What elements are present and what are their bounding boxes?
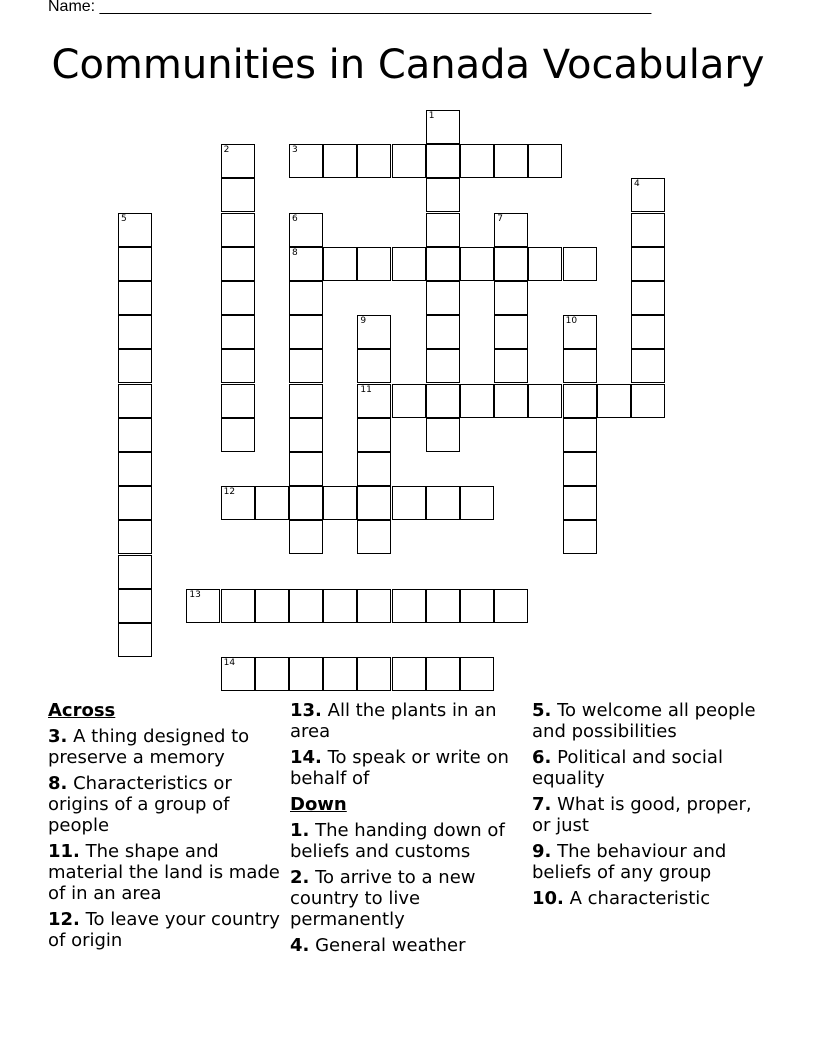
clue-number: 10. — [532, 888, 564, 909]
grid-cell[interactable] — [392, 657, 426, 691]
clue-number-label: 10 — [565, 316, 578, 327]
grid-cell[interactable] — [563, 418, 597, 452]
clue-across-8 — [48, 773, 288, 836]
grid-cell[interactable] — [221, 384, 255, 418]
grid-cell[interactable] — [289, 281, 323, 315]
grid-cell[interactable] — [357, 349, 391, 383]
clue-number: 8. — [48, 773, 68, 794]
grid-cell[interactable] — [426, 349, 460, 383]
grid-cell[interactable] — [563, 486, 597, 520]
grid-cell[interactable] — [460, 247, 494, 281]
grid-cell[interactable] — [221, 213, 255, 247]
grid-cell[interactable] — [221, 418, 255, 452]
clue-number-label: 14 — [223, 658, 236, 669]
clues-column-2 — [290, 700, 520, 961]
grid-cell[interactable] — [255, 589, 289, 623]
clue-text: Political and social equality — [532, 747, 723, 789]
grid-cell[interactable] — [563, 520, 597, 554]
grid-cell[interactable] — [118, 623, 152, 657]
grid-cell[interactable] — [118, 589, 152, 623]
clues-column-3 — [532, 700, 772, 914]
clue-number-label: 11 — [360, 384, 372, 395]
clue-down-2 — [290, 867, 520, 930]
grid-cell[interactable] — [494, 144, 528, 178]
grid-cell[interactable] — [426, 486, 460, 520]
grid-cell[interactable] — [460, 486, 494, 520]
grid-cell[interactable] — [118, 281, 152, 315]
grid-cell[interactable] — [323, 589, 357, 623]
grid-cell[interactable] — [392, 486, 426, 520]
grid-cell[interactable] — [631, 281, 665, 315]
clue-number: 13. — [290, 700, 322, 721]
clue-number-label: 12 — [223, 487, 236, 498]
grid-cell[interactable] — [426, 178, 460, 212]
clue-number-label: 7 — [497, 213, 503, 224]
grid-cell[interactable] — [186, 589, 220, 623]
grid-cell[interactable] — [289, 384, 323, 418]
grid-cell[interactable] — [460, 657, 494, 691]
grid-cell[interactable] — [426, 315, 460, 349]
grid-cell[interactable] — [357, 418, 391, 452]
grid-cell[interactable] — [631, 384, 665, 418]
grid-cell[interactable] — [357, 520, 391, 554]
grid-cell[interactable] — [426, 384, 460, 418]
grid-cell[interactable] — [392, 144, 426, 178]
clue-across-14 — [290, 747, 520, 789]
grid-cell[interactable] — [528, 247, 562, 281]
clue-number: 9. — [532, 841, 552, 862]
clue-number-label: 2 — [223, 145, 230, 156]
grid-cell[interactable] — [357, 247, 391, 281]
grid-cell[interactable] — [631, 247, 665, 281]
grid-cell[interactable] — [494, 213, 528, 247]
clue-number: 5. — [532, 700, 552, 721]
grid-cell[interactable] — [221, 657, 255, 691]
grid-cell[interactable] — [563, 315, 597, 349]
grid-cell[interactable] — [563, 247, 597, 281]
clue-number: 1. — [290, 820, 310, 841]
grid-cell[interactable] — [357, 486, 391, 520]
grid-cell[interactable] — [323, 247, 357, 281]
grid-cell[interactable] — [221, 178, 255, 212]
clue-text: A thing designed to preserve a memory — [48, 726, 250, 768]
grid-cell[interactable] — [528, 144, 562, 178]
grid-cell[interactable] — [357, 315, 391, 349]
grid-cell[interactable] — [357, 589, 391, 623]
grid-cell[interactable] — [289, 486, 323, 520]
clue-down-1 — [290, 820, 520, 862]
clue-across-11 — [48, 841, 288, 904]
grid-cell[interactable] — [357, 452, 391, 486]
grid-cell[interactable] — [357, 144, 391, 178]
grid-cell[interactable] — [221, 486, 255, 520]
name-field-line[interactable]: Name: ______________________________________________________________ — [48, 0, 652, 15]
clue-text: All the plants in an area — [290, 700, 497, 742]
page-title: Communities in Canada Vocabulary — [51, 42, 765, 88]
clue-text: To arrive to a new country to live permanently — [290, 867, 476, 930]
grid-cell[interactable] — [221, 589, 255, 623]
grid-cell[interactable] — [528, 384, 562, 418]
clue-number-label: 5 — [121, 213, 127, 224]
grid-cell[interactable] — [323, 144, 357, 178]
clue-number: 2. — [290, 867, 310, 888]
clue-down-7 — [532, 794, 772, 836]
grid-cell[interactable] — [255, 486, 289, 520]
clue-number: 12. — [48, 909, 80, 930]
grid-cell[interactable] — [563, 452, 597, 486]
grid-cell[interactable] — [323, 657, 357, 691]
clue-down-10 — [532, 888, 772, 909]
clue-across-12 — [48, 909, 288, 951]
grid-cell[interactable] — [357, 657, 391, 691]
down-heading: Down — [290, 794, 347, 815]
grid-cell[interactable] — [631, 315, 665, 349]
grid-cell[interactable] — [118, 213, 152, 247]
clue-down-5 — [532, 700, 772, 742]
grid-cell[interactable] — [289, 418, 323, 452]
grid-cell[interactable] — [426, 144, 460, 178]
grid-cell[interactable] — [392, 589, 426, 623]
clue-number-label: 9 — [360, 316, 367, 327]
clue-down-6 — [532, 747, 772, 789]
clue-text: To welcome all people and possibilities — [532, 700, 756, 742]
grid-cell[interactable] — [289, 452, 323, 486]
grid-cell[interactable] — [323, 486, 357, 520]
grid-cell[interactable] — [118, 520, 152, 554]
grid-cell[interactable] — [426, 657, 460, 691]
grid-cell[interactable] — [221, 315, 255, 349]
clue-text: What is good, proper, or just — [532, 794, 752, 836]
grid-cell[interactable] — [289, 349, 323, 383]
grid-cell[interactable] — [631, 349, 665, 383]
clue-number-label: 3 — [292, 145, 298, 156]
grid-cell[interactable] — [563, 349, 597, 383]
clue-number: 3. — [48, 726, 68, 747]
clue-text: The behaviour and beliefs of any group — [532, 841, 727, 883]
clue-number-label: 13 — [189, 589, 201, 600]
grid-cell[interactable] — [392, 384, 426, 418]
grid-cell[interactable] — [631, 213, 665, 247]
grid-cell[interactable] — [118, 384, 152, 418]
grid-cell[interactable] — [289, 520, 323, 554]
clue-down-9 — [532, 841, 772, 883]
clue-number: 14. — [290, 747, 322, 768]
grid-cell[interactable] — [426, 110, 460, 144]
grid-cell[interactable] — [118, 418, 152, 452]
grid-cell[interactable] — [494, 589, 528, 623]
grid-cell[interactable] — [494, 349, 528, 383]
clue-text: General weather — [315, 935, 466, 956]
grid-cell[interactable] — [255, 657, 289, 691]
grid-cell[interactable] — [289, 315, 323, 349]
grid-cell[interactable] — [494, 315, 528, 349]
clue-text: To speak or write on behalf of — [290, 747, 509, 789]
grid-cell[interactable] — [494, 247, 528, 281]
grid-cell[interactable] — [426, 418, 460, 452]
grid-cell[interactable] — [118, 247, 152, 281]
grid-cell[interactable] — [426, 281, 460, 315]
grid-cell[interactable] — [357, 384, 391, 418]
grid-cell[interactable] — [118, 555, 152, 589]
grid-cell[interactable] — [289, 657, 323, 691]
grid-cell[interactable] — [289, 213, 323, 247]
grid-cell[interactable] — [221, 281, 255, 315]
grid-cell[interactable] — [597, 384, 631, 418]
clue-number-label: 4 — [634, 179, 640, 190]
grid-cell[interactable] — [118, 315, 152, 349]
clue-text: A characteristic — [569, 888, 711, 909]
grid-cell[interactable] — [460, 144, 494, 178]
grid-cell[interactable] — [494, 384, 528, 418]
grid-cell[interactable] — [118, 452, 152, 486]
grid-cell[interactable] — [563, 384, 597, 418]
clue-across-3 — [48, 726, 288, 768]
clue-number-label: 6 — [292, 213, 298, 224]
grid-cell[interactable] — [392, 247, 426, 281]
grid-cell[interactable] — [289, 589, 323, 623]
grid-cell[interactable] — [460, 384, 494, 418]
clue-number: 11. — [48, 841, 80, 862]
grid-cell[interactable] — [494, 281, 528, 315]
across-heading: Across — [48, 700, 116, 721]
grid-cell[interactable] — [221, 247, 255, 281]
clue-number-label: 8 — [292, 247, 298, 258]
clue-text: The shape and material the land is made of in an area — [48, 841, 280, 904]
clue-number: 4. — [290, 935, 310, 956]
grid-cell[interactable] — [631, 178, 665, 212]
grid-cell[interactable] — [118, 486, 152, 520]
clue-number-label: 1 — [428, 111, 435, 121]
clue-number: 7. — [532, 794, 552, 815]
grid-cell[interactable] — [289, 144, 323, 178]
clue-down-4 — [290, 935, 520, 956]
clue-text: Characteristics or origins of a group of people — [48, 773, 232, 836]
grid-cell[interactable] — [289, 247, 323, 281]
clue-across-13 — [290, 700, 520, 742]
grid-cell[interactable] — [426, 589, 460, 623]
grid-cell[interactable] — [426, 213, 460, 247]
clue-text: To leave your country of origin — [48, 909, 280, 951]
grid-cell[interactable] — [118, 349, 152, 383]
clue-text: The handing down of beliefs and customs — [290, 820, 505, 862]
clue-number: 6. — [532, 747, 552, 768]
clues-column-1 — [48, 700, 288, 956]
grid-cell[interactable] — [460, 589, 494, 623]
grid-cell[interactable] — [221, 349, 255, 383]
grid-cell[interactable] — [221, 144, 255, 178]
grid-cell[interactable] — [426, 247, 460, 281]
